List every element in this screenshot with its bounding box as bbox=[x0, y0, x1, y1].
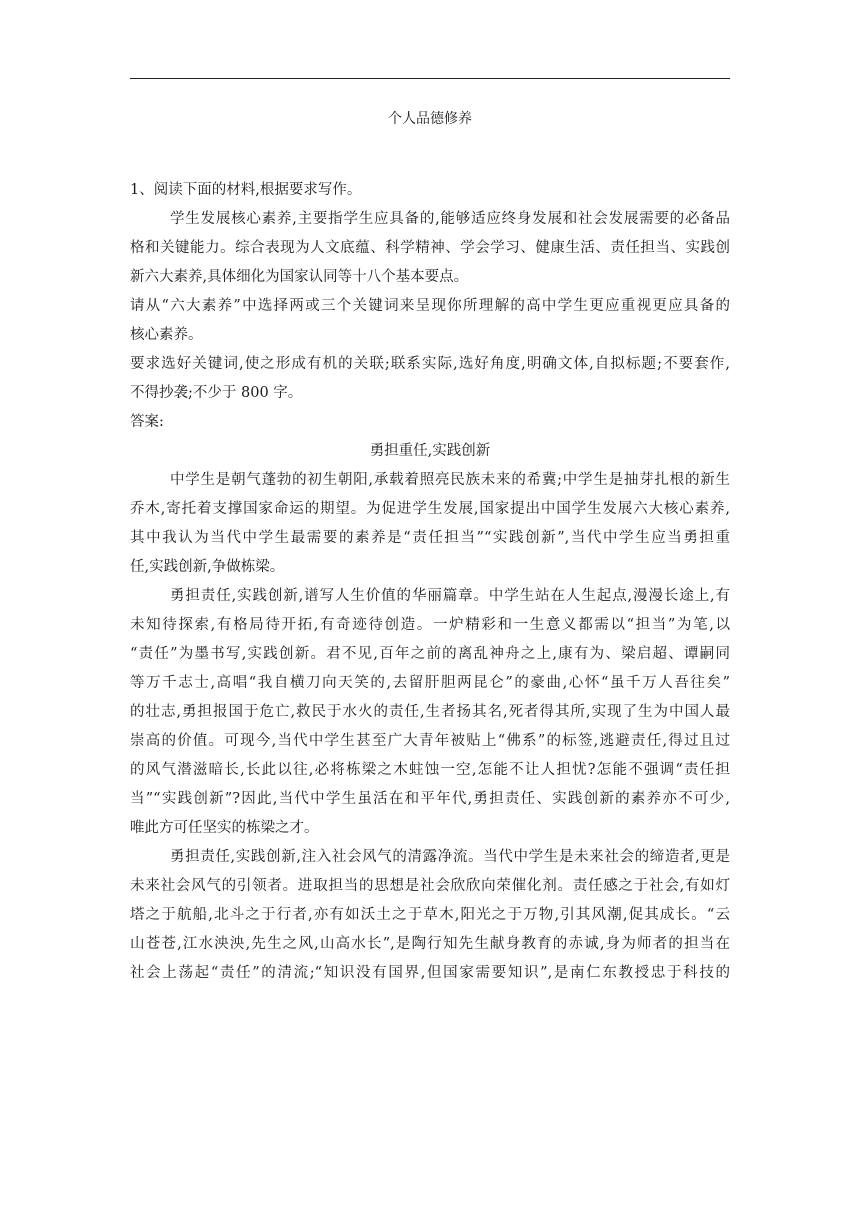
essay-line: “责任”为墨书写,实践创新。君不见,百年之前的离乱神舟之上,康有为、梁启超、谭嗣同 bbox=[130, 646, 730, 662]
essay-title: 勇担重任,实践创新 bbox=[369, 443, 491, 459]
header-rule bbox=[130, 78, 730, 79]
task-line: 核心素养。 bbox=[130, 327, 203, 343]
essay-line: 崇高的价值。可现今,当代中学生甚至广大青年被贴上“佛系”的标签,逃避责任,得过且过 bbox=[130, 733, 730, 749]
answer-label: 答案: bbox=[130, 414, 164, 430]
essay-line: 未知待探索,有格局待开拓,有奇迹待创造。一炉精彩和一生意义都需以“担当”为笔,以 bbox=[130, 617, 730, 633]
document-body bbox=[130, 176, 730, 988]
material-line: 学生发展核心素养,主要指学生应具备的,能够适应终身发展和社会发展需要的必备品 bbox=[170, 211, 730, 227]
essay-line: 勇担责任,实践创新,谱写人生价值的华丽篇章。中学生站在人生起点,漫漫长途上,有 bbox=[170, 588, 730, 604]
essay-line: 唯此方可任坚实的栋梁之才。 bbox=[130, 820, 319, 836]
essay-line: 山苍苍,江水泱泱,先生之风,山高水长”,是陶行知先生献身教育的赤诚,身为师者的担当在 bbox=[130, 936, 730, 952]
task-line: 请从“六大素养”中选择两或三个关键词来呈现你所理解的高中学生更应重视更应具备的 bbox=[130, 298, 730, 314]
essay-line: 乔木,寄托着支撑国家命运的期望。为促进学生发展,国家提出中国学生发展六大核心素养, bbox=[130, 501, 730, 517]
document-title: 个人品德修养 bbox=[388, 111, 472, 127]
essay-line: 中学生是朝气蓬勃的初生朝阳,承载着照亮民族未来的希冀;中学生是抽芽扎根的新生 bbox=[170, 472, 730, 488]
essay-line: 当”“实践创新”?因此,当代中学生虽活在和平年代,勇担责任、实践创新的素养亦不可少, bbox=[130, 791, 730, 807]
essay-line: 等万千志士,高唱“我自横刀向天笑的,去留肝胆两昆仑”的豪曲,心怀“虽千万人吾往矣” bbox=[130, 675, 730, 691]
essay-line: 塔之于航船,北斗之于行者,亦有如沃土之于草木,阳光之于万物,引其风潮,促其成长。“云 bbox=[130, 907, 730, 923]
material-line: 格和关键能力。综合表现为人文底蕴、科学精神、学会学习、健康生活、责任担当、实践创 bbox=[130, 240, 730, 256]
requirements-line: 不得抄袭;不少于 800 字。 bbox=[130, 385, 303, 401]
material-line: 新六大素养,具体细化为国家认同等十八个基本要点。 bbox=[130, 269, 469, 285]
question-prompt: 1、阅读下面的材料,根据要求写作。 bbox=[130, 182, 362, 198]
essay-line: 的风气潜滋暗长,长此以往,必将栋梁之木蛀蚀一空,怎能不让人担忧?怎能不强调“责任担 bbox=[130, 762, 730, 778]
essay-line: 勇担责任,实践创新,注入社会风气的清露净流。当代中学生是未来社会的缔造者,更是 bbox=[170, 849, 730, 865]
requirements-line: 要求选好关键词,使之形成有机的关联;联系实际,选好角度,明确文体,自拟标题;不要套作, bbox=[130, 356, 730, 372]
essay-line: 的壮志,勇担报国于危亡,救民于水火的责任,生者扬其名,死者得其所,实现了生为中国人最 bbox=[130, 704, 730, 720]
essay-line: 未来社会风气的引领者。进取担当的思想是社会欣欣向荣催化剂。责任感之于社会,有如灯 bbox=[130, 878, 730, 894]
essay-line: 其中我认为当代中学生最需要的素养是“责任担当”“实践创新”,当代中学生应当勇担重 bbox=[130, 530, 730, 546]
essay-line: 任,实践创新,争做栋梁。 bbox=[130, 559, 285, 575]
essay-line: 社会上荡起“责任”的清流;“知识没有国界,但国家需要知识”,是南仁东教授忠于科技的 bbox=[130, 965, 730, 981]
